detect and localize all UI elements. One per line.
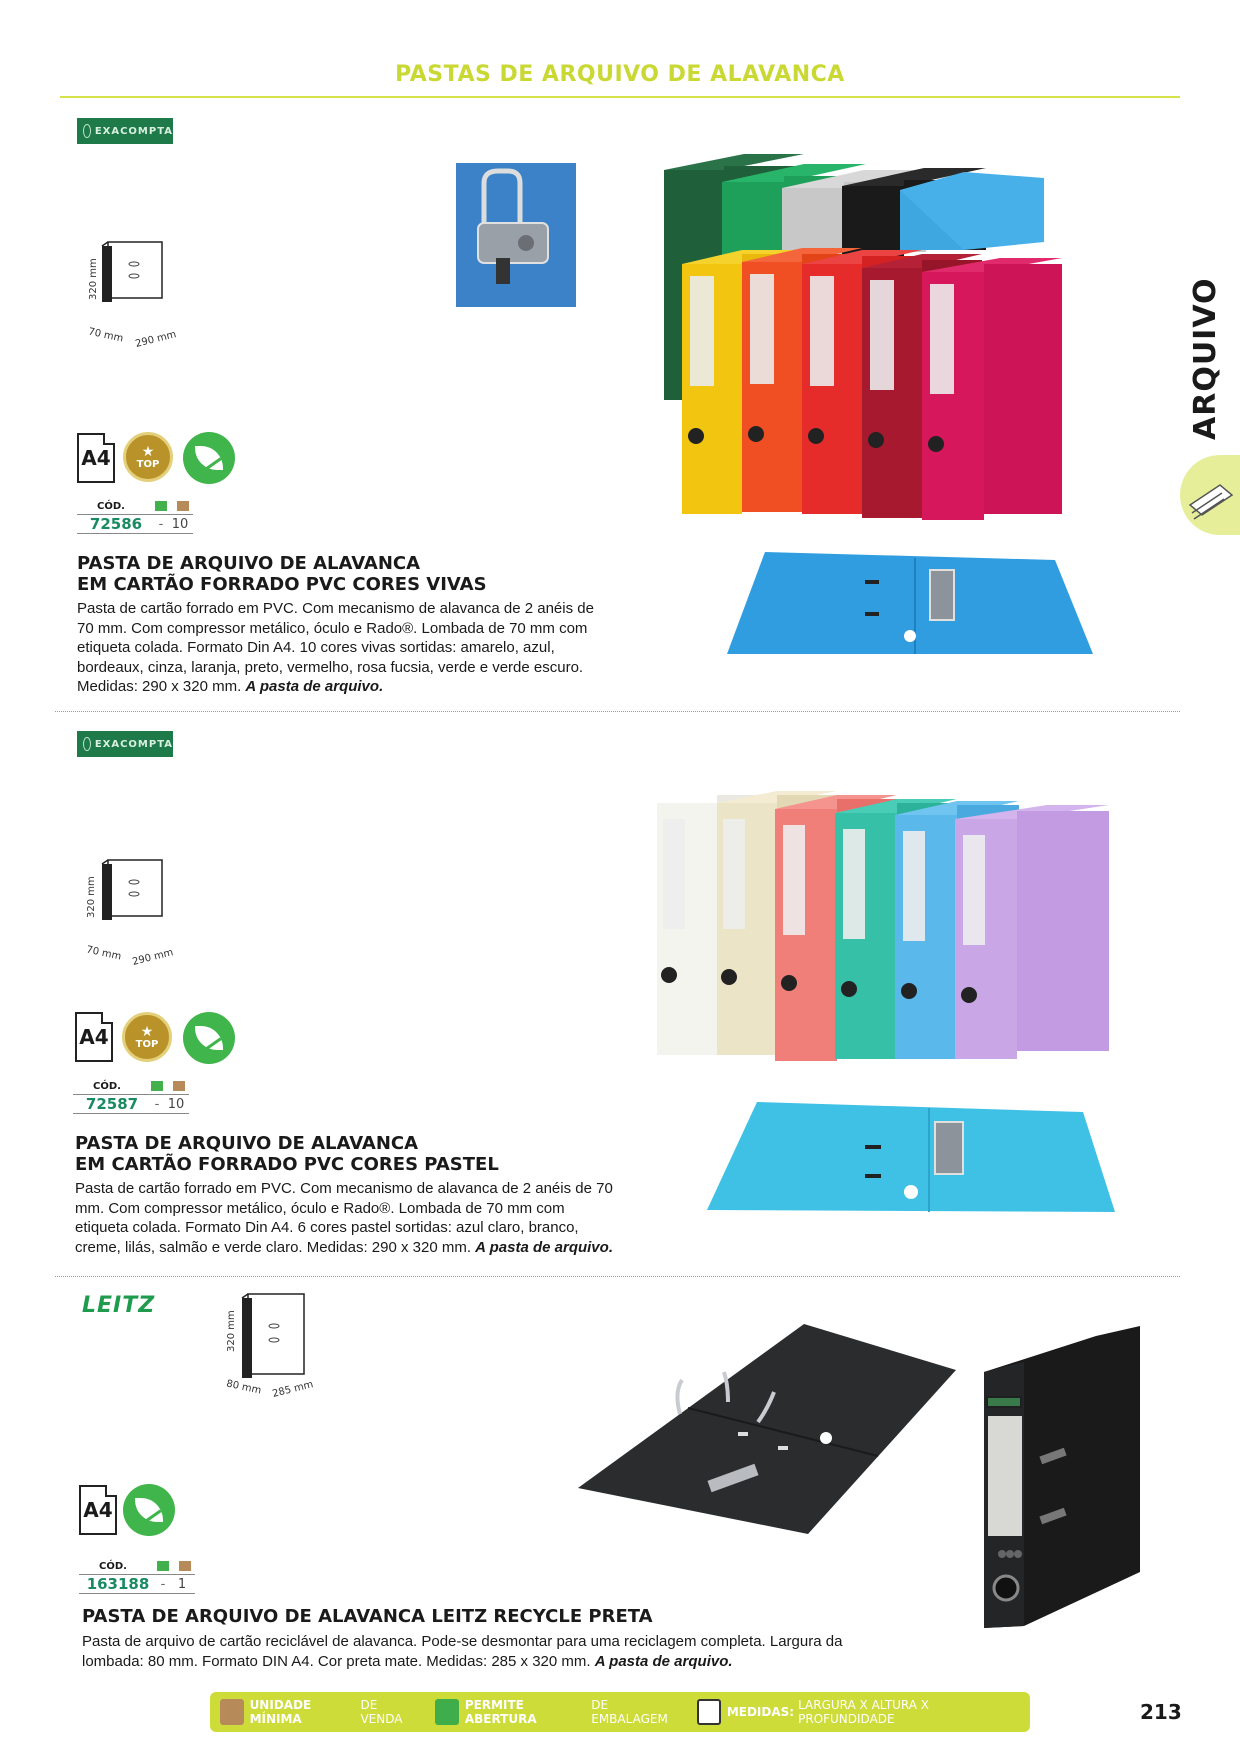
eco-leaf-icon xyxy=(183,1012,235,1064)
brand-logo-exacompta: EXACOMPTA xyxy=(77,731,173,757)
product-description: Pasta de cartão forrado em PVC. Com mecanismo de alavanca de 2 anéis de 70 mm. Com compressor metálico, óculo e Rado®. Lombada de 70 mm com etiqueta colada. Formato Din A4. 10 cores vivas sortidas: amarelo, azul, bordeaux, cinza, laranja, preto, vermelho, rosa fucsia, verde e verde escuro. Medidas: 290 x 320 mm. A pasta de arquivo. xyxy=(77,600,594,695)
code-table xyxy=(79,1558,195,1594)
open-package-icon xyxy=(155,501,167,511)
legend-bar xyxy=(210,1692,1030,1732)
product-code: 72587 xyxy=(85,1095,139,1113)
dimensions-icon xyxy=(697,1699,720,1725)
code-header: CÓD. xyxy=(99,1560,127,1572)
min-qty: 10 xyxy=(171,516,189,532)
product-code: 163188 xyxy=(86,1575,150,1593)
top-badge-icon: ★ TOP xyxy=(122,1012,172,1062)
brand-logo-leitz: LEITZ xyxy=(82,1293,156,1318)
archive-icon xyxy=(1180,455,1240,535)
open-package-icon xyxy=(151,1081,163,1091)
dim-depth: 70 mm xyxy=(85,944,123,963)
product-code: 72586 xyxy=(89,515,143,533)
code-header: CÓD. xyxy=(97,500,125,512)
table-row: 72586 - 10 xyxy=(77,514,193,534)
open-blue-folder-photo xyxy=(725,550,1095,664)
open-lightblue-folder-photo xyxy=(705,1100,1117,1220)
page-title: PASTAS DE ARQUIVO DE ALAVANCA xyxy=(395,62,845,87)
dim-depth: 80 mm xyxy=(225,1378,263,1397)
a4-format-icon: A4 xyxy=(77,433,115,483)
dim-depth: 70 mm xyxy=(87,326,125,345)
min-qty: 1 xyxy=(177,1576,187,1592)
code-header: CÓD. xyxy=(93,1080,121,1092)
top-badge-icon: ★ TOP xyxy=(123,432,173,482)
dim-height: 320 mm xyxy=(86,876,97,918)
product-description: Pasta de arquivo de cartão reciclável de alavanca. Pode-se desmontar para uma reciclagem completa. Largura da lombada: 80 mm. Formato DIN A4. Cor preta mate. Medidas: 285 x 320 mm. A pasta de arquivo. xyxy=(82,1633,843,1670)
dim-width: 285 mm xyxy=(271,1379,315,1400)
black-folder-spine-photo xyxy=(982,1322,1142,1636)
legend-open-package: PERMITE ABERTURA DE EMBALAGEM xyxy=(435,1698,679,1726)
a4-format-icon: A4 xyxy=(75,1012,113,1062)
star-icon: ★ xyxy=(141,443,155,460)
dimension-diagram xyxy=(90,858,180,932)
open-black-folder-photo xyxy=(578,1322,958,1540)
product-title: PASTA DE ARQUIVO DE ALAVANCA EM CARTÃO FORRADO PVC CORES PASTEL xyxy=(75,1133,499,1175)
brand-mark-icon xyxy=(83,737,91,751)
a4-format-icon: A4 xyxy=(79,1485,117,1535)
legend-dimensions: MEDIDAS: LARGURA X ALTURA X PROFUNDIDADE xyxy=(697,1698,1002,1726)
dim-width: 290 mm xyxy=(134,329,178,350)
product-description: Pasta de cartão forrado em PVC. Com mecanismo de alavanca de 2 anéis de 70 mm. Com compressor metálico, óculo e Rado®. Lombada de 70 mm com etiqueta colada. Formato Din A4. 6 cores pastel sortidas: azul claro, branco, creme, lilás, salmão e verde claro. Medidas: 290 x 320 mm. A pasta de arquivo. xyxy=(75,1180,613,1256)
legend-min-unit: UNIDADE MÍNIMA DE VENDA xyxy=(220,1698,417,1726)
brand-logo-exacompta: EXACOMPTA xyxy=(77,118,173,144)
dimension-diagram xyxy=(90,240,180,314)
min-unit-icon xyxy=(173,1081,185,1091)
eco-leaf-icon xyxy=(183,432,235,484)
open-package-icon xyxy=(157,1561,169,1571)
code-table xyxy=(73,1078,189,1114)
page-number: 213 xyxy=(1140,1700,1182,1724)
dimension-diagram xyxy=(228,1292,318,1386)
code-table xyxy=(77,498,193,534)
title-rule xyxy=(60,96,1180,98)
section-divider xyxy=(55,1276,1180,1277)
dim-width: 290 mm xyxy=(131,947,175,968)
product-title: PASTA DE ARQUIVO DE ALAVANCA LEITZ RECYCLE PRETA xyxy=(82,1606,653,1627)
vivid-folders-photo xyxy=(662,152,1072,530)
dim-height: 320 mm xyxy=(226,1310,237,1352)
min-unit-icon xyxy=(220,1699,244,1725)
eco-leaf-icon xyxy=(123,1484,175,1536)
table-row: 72587 - 10 xyxy=(73,1094,189,1114)
side-tab-label: ARQUIVO xyxy=(1188,277,1223,440)
pastel-folders-photo xyxy=(655,785,1111,1065)
section-divider xyxy=(55,711,1180,712)
table-row: 163188 - 1 xyxy=(79,1574,195,1594)
min-unit-icon xyxy=(177,501,189,511)
lever-mechanism-photo xyxy=(456,163,576,311)
product-title: PASTA DE ARQUIVO DE ALAVANCA EM CARTÃO FORRADO PVC CORES VIVAS xyxy=(77,553,487,595)
min-qty: 10 xyxy=(167,1096,185,1112)
open-package-icon xyxy=(435,1699,459,1725)
dim-height: 320 mm xyxy=(88,258,99,300)
min-unit-icon xyxy=(179,1561,191,1571)
brand-mark-icon xyxy=(83,124,91,138)
star-icon: ★ xyxy=(140,1023,154,1040)
